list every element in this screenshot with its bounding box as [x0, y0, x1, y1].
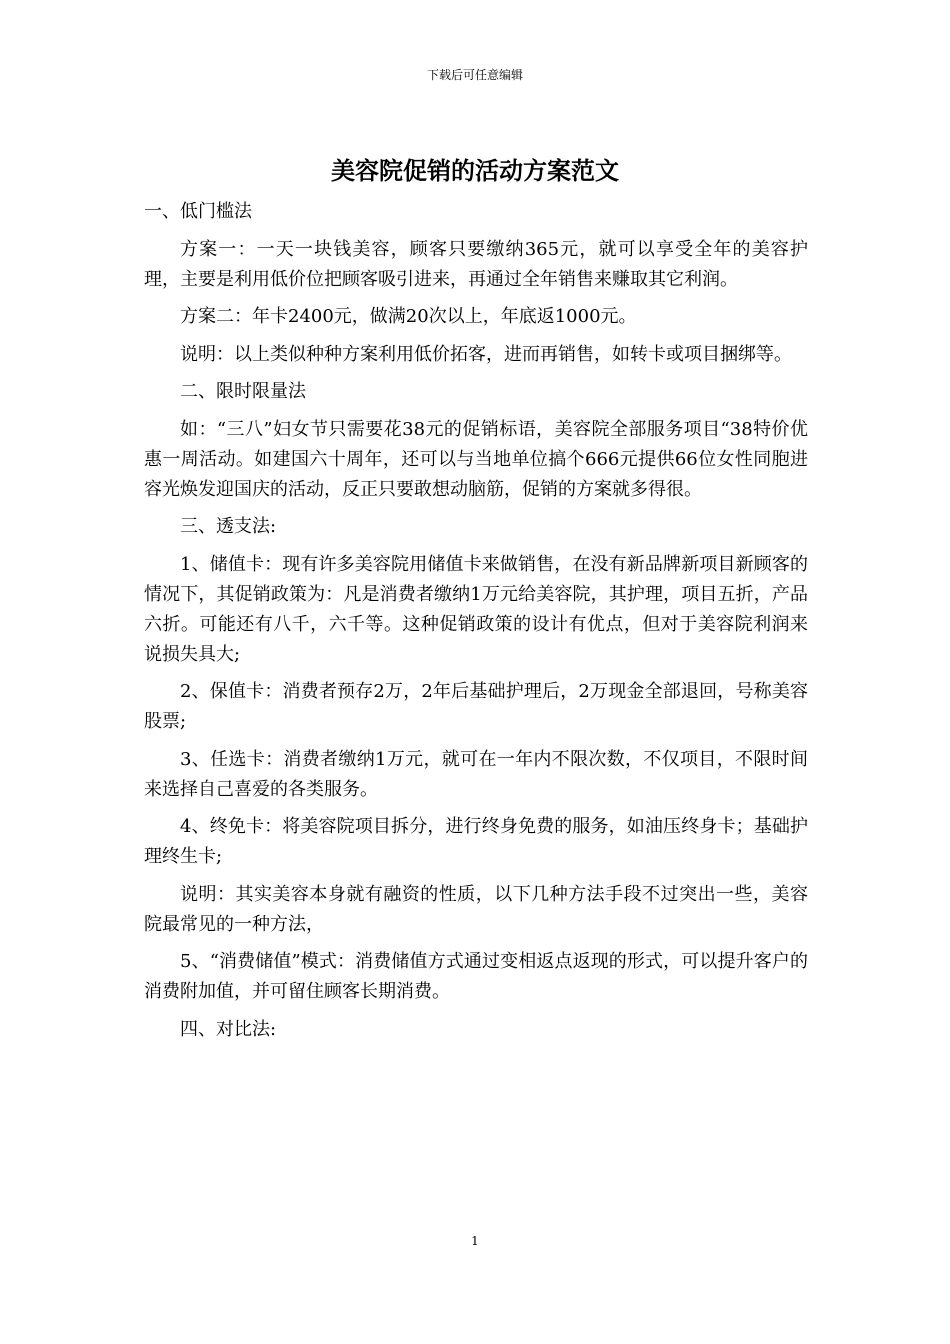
section-heading-1: 一、低门槛法 — [144, 201, 252, 222]
paragraph-lifetime-free-card: 4、终免卡：将美容院项目拆分，进行终身免费的服务，如油压终身卡；基础护理终生卡; — [144, 816, 808, 867]
paragraph-plan-two: 方案二：年卡2400元，做满20次以上，年底返1000元。 — [180, 306, 637, 327]
page-number: 1 — [471, 1234, 479, 1248]
paragraph-note-1: 说明：以上类似种种方案利用低价拓客，进而再销售，如转卡或项目捆绑等。 — [180, 343, 792, 365]
section-heading-3: 三、透支法: — [180, 516, 277, 537]
document-body — [144, 197, 808, 1052]
section-heading-4: 四、对比法: — [180, 1018, 277, 1040]
paragraph-consumption-storage: 5、“消费储值”模式：消费储值方式通过变相返点返现的形式，可以提升客户的消费附加值，并可留住顾客长期消费。 — [144, 951, 808, 1002]
header-note: 下载后可任意编辑 — [426, 68, 523, 82]
paragraph-stored-value-card: 1、储值卡：现有许多美容院用储值卡来做销售，在没有新品牌新项目新顾客的情况下，其促销政策为：凡是消费者缴纳1万元给美容院，其护理，项目五折，产品六折。可能还有八千，六千等。这种促销政策的设计有优点，但对于美容院利润来说损失具大; — [144, 553, 808, 665]
paragraph-optional-card: 3、任选卡：消费者缴纳1万元，就可在一年内不限次数，不仅项目，不限时间来选择自己喜爱的各类服务。 — [144, 748, 808, 800]
paragraph-limited-time: 如：“三八”妇女节只需要花38元的促销标语，美容院全部服务项目“38特价优惠一周活动。如建国六十周年，还可以与当地单位搞个666元提供66位女性同胞进容光焕发迎国庆的活动，反正只要敢想动脑筋，促销的方案就多得很。 — [144, 418, 808, 500]
section-heading-2: 二、限时限量法 — [180, 381, 306, 402]
paragraph-plan-one: 方案一：一天一块钱美容，顾客只要缴纳365元，就可以享受全年的美容护理，主要是利用低价位把顾客吸引进来，再通过全年销售来赚取其它利润。 — [144, 238, 808, 290]
document-title: 美容院促销的活动方案范文 — [331, 156, 619, 185]
paragraph-note-2: 说明：其实美容本身就有融资的性质，以下几种方法手段不过突出一些，美容院最常见的一种方法， — [144, 883, 808, 935]
paragraph-value-preserving-card: 2、保值卡：消费者预存2万，2年后基础护理后，2万现金全部退回，号称美容股票; — [144, 681, 808, 732]
